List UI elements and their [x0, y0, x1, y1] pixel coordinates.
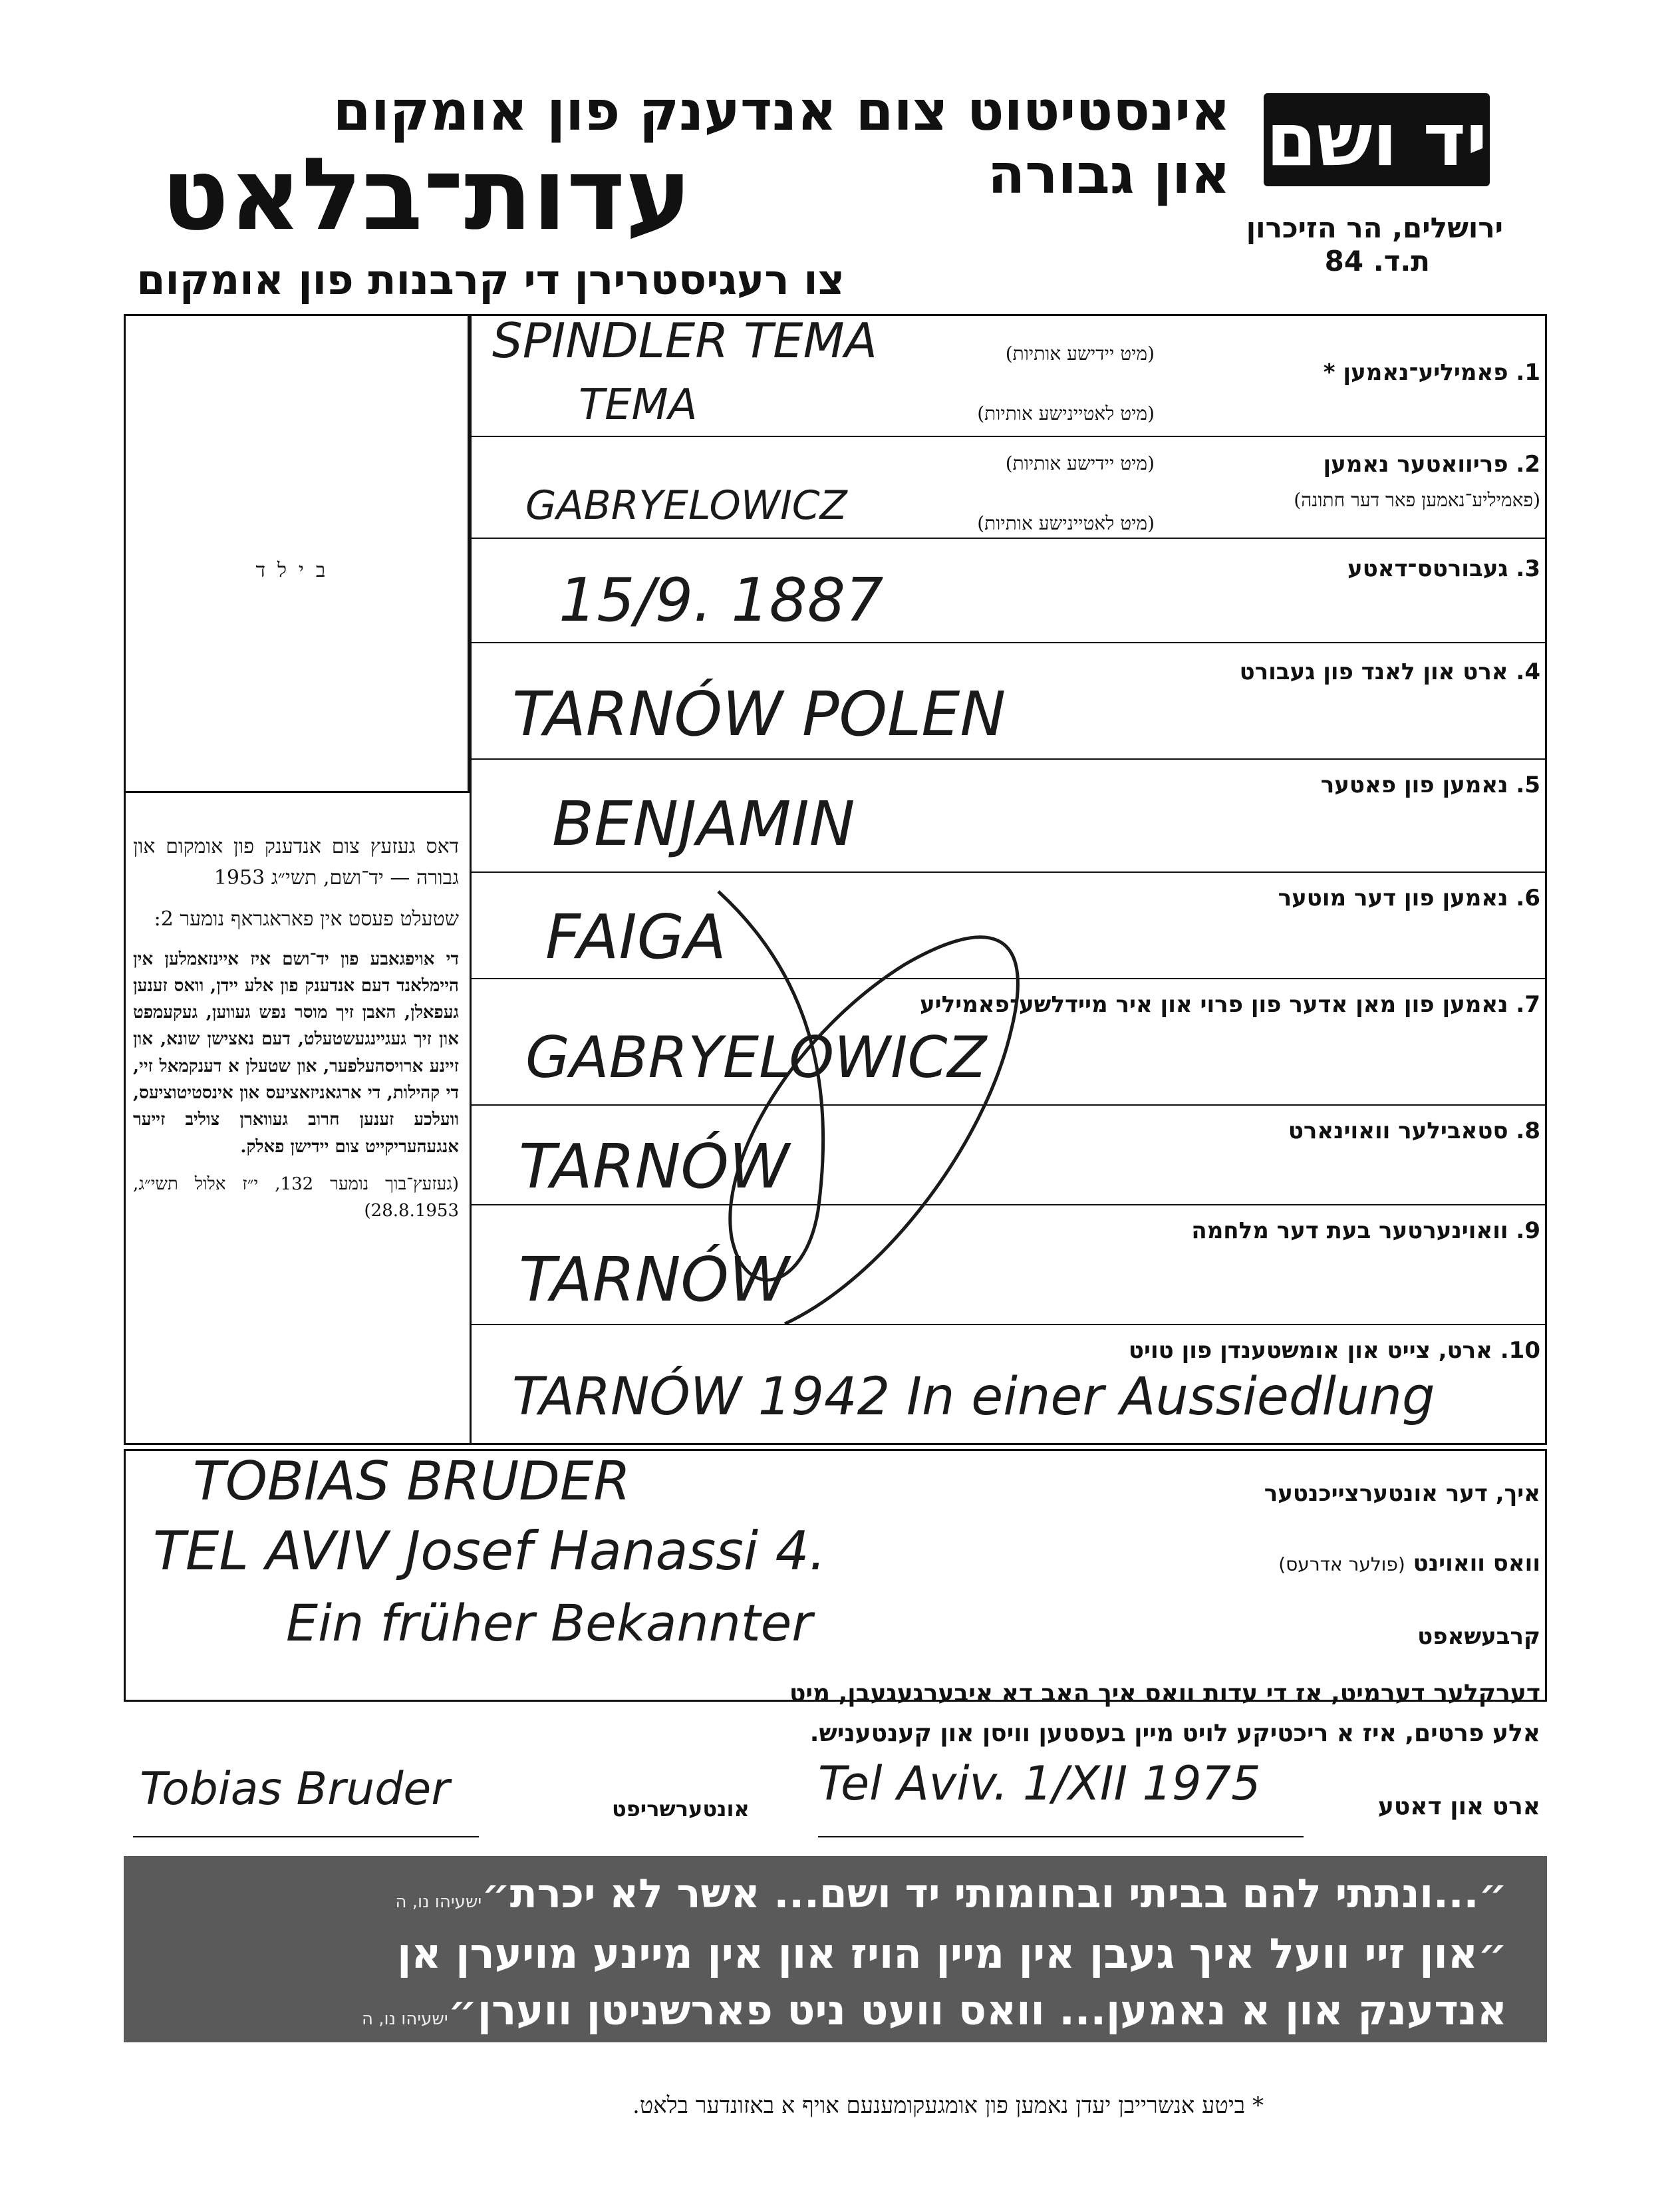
- field-1-note-yiddish: (מיט יידישע אותיות): [1005, 343, 1155, 365]
- field-1-label: 1. פאמיליע־נאמען *: [1323, 359, 1540, 386]
- address-label: וואס וואוינט (פולער אדרעס): [1278, 1550, 1540, 1577]
- address-line-1: ירושלים, הר הזיכרון: [1246, 212, 1503, 244]
- field-3-value[interactable]: 15/9. 1887: [559, 565, 884, 635]
- field-4-label: 4. ארט און לאנד פון געבורט: [1239, 659, 1540, 685]
- photo-label: בילד: [255, 559, 338, 582]
- field-5-label: 5. נאמען פון פאטער: [1320, 772, 1540, 798]
- banner-line-3: אנדענק און א נאמען... וואס וועט ניט פארשניטן ווערן״ישעיהו נו, ה: [362, 1986, 1507, 2034]
- field-6-label: 6. נאמען פון דער מוטער: [1278, 885, 1540, 911]
- relation-value[interactable]: Ein früher Bekannter: [286, 1593, 813, 1652]
- column-divider: [470, 314, 472, 1445]
- field-10-label: 10. ארט, צייט און אומשטענדן פון טויט: [1128, 1337, 1540, 1364]
- address-value[interactable]: TEL AVIV Josef Hanassi 4.: [153, 1520, 826, 1582]
- field-1-note-latin: (מיט לאטיינישע אותיות): [977, 402, 1155, 424]
- banner-line-2: ״און זיי וועל איך געבן אין מיין הויז און אין מיינע מויערן אן: [397, 1929, 1507, 1978]
- field-8-label: 8. סטאבילער וואוינארט: [1288, 1118, 1540, 1144]
- field-1-value-latin[interactable]: TEMA: [579, 381, 698, 430]
- address-line-2: ת.ד. 84: [1324, 245, 1430, 277]
- law-paragraph-ref: שטעלט פעסט אין פאראגראף נומער 2:: [154, 907, 459, 931]
- field-2-note-latin: (מיט לאטיינישע אותיות): [977, 512, 1155, 534]
- field-3-label: 3. געבורטס־דאטע: [1347, 555, 1540, 582]
- footnote: * ביטע אנשרייבן יעדן נאמען פון אומגעקומענעם אויף א באזונדער בלאט.: [632, 2092, 1264, 2119]
- row-divider: [470, 758, 1547, 760]
- undersigned-value[interactable]: TOBIAS BRUDER: [193, 1450, 631, 1512]
- institute-title: אינסטיטוט צום אנדענק פון אומקום און גבורה: [333, 80, 1230, 206]
- field-1-value[interactable]: SPINDLER TEMA: [492, 313, 878, 369]
- field-5-value[interactable]: BENJAMIN: [552, 788, 855, 860]
- law-text: [133, 832, 459, 1235]
- banner-line-1: ״...ונתתי להם בביתי ובחומותי יד ושם... אשר לא יכרת״ישעיהו נו, ה: [395, 1871, 1507, 1917]
- field-2-note-yiddish: (מיט יידישע אותיות): [1005, 452, 1155, 474]
- field-4-value[interactable]: TARNÓW POLEN: [512, 679, 1006, 750]
- declaration-line-2: אלע פרטים, איז א ריכטיקע לויט מיין בעסטען וויסן און קענטעניש.: [809, 1720, 1540, 1747]
- field-7-value[interactable]: GABRYELOWICZ: [525, 1024, 987, 1091]
- page-subtitle: צו רעגיסטרירן די קרבנות פון אומקום: [136, 255, 845, 304]
- date-label: ארט און דאטע: [1377, 1793, 1540, 1820]
- field-2-label: 2. פריוואטער נאמען: [1323, 451, 1540, 478]
- ink-scribble: [665, 865, 1097, 1331]
- quote-banner: [124, 1856, 1547, 2042]
- undersigned-label: איך, דער אונטערצייכנטער: [1264, 1480, 1540, 1507]
- field-6-value[interactable]: FAIGA: [545, 901, 726, 973]
- row-divider: [470, 538, 1547, 539]
- row-divider: [470, 642, 1547, 643]
- photo-box: [124, 314, 470, 793]
- field-8-value[interactable]: TARNÓW: [519, 1131, 789, 1202]
- field-9-value[interactable]: TARNÓW: [519, 1244, 789, 1315]
- law-citation: (געזעץ־בוך נומער 132, י״ז אלול תשי״ג, 28.8.1953): [133, 1174, 460, 1221]
- field-9-label: 9. וואוינערטער בעת דער מלחמה: [1191, 1217, 1540, 1244]
- relation-label: קרבעשאפט: [1417, 1623, 1540, 1650]
- law-body: די אויפגאבע פון יד־ושם איז איינזאמלען אין היימלאנד דעם אנדענק פון אלע יידן, וואס זענען געפאלן, האבן זיך מוסר נפש געווען, געקעמפט און זיך געגיינגעשטעלט, דעם נאצישן שונא, און זיינע ארויסהעלפער, און שטעלן א דענקמאל זיי, די קהילות, די ארגאניזאציעס און אינסטיטוציעס, וועלכע זענען חרוב געווארן צוליב זייער אנגעהעריקייט צום יידישן פאלק.: [133, 949, 459, 1157]
- signature-value[interactable]: Tobias Bruder: [140, 1763, 450, 1815]
- yad-vashem-logo: יד ושם: [1264, 93, 1490, 186]
- field-10-value[interactable]: TARNÓW 1942 In einer Aussiedlung: [512, 1367, 1435, 1427]
- signature-label: אונטערשריפט: [612, 1796, 750, 1821]
- date-value[interactable]: Tel Aviv. 1/XII 1975: [818, 1756, 1261, 1811]
- declaration-line-1: דערקלער דערמיט, אז די עדות וואס איך האב דא איבערגעגעבן, מיט: [789, 1680, 1540, 1707]
- field-2-note-maiden: (פאמיליע־נאמען פאר דער חתונה): [1294, 489, 1540, 511]
- field-7-label: 7. נאמען פון מאן אדער פון פרוי און איר מיידלשע־פאמיליע: [919, 991, 1540, 1018]
- field-2-value[interactable]: GABRYELOWICZ: [525, 482, 847, 529]
- row-divider: [470, 436, 1547, 437]
- page-title: עדות־בלאט: [161, 137, 692, 253]
- law-title: דאס געזעץ צום אנדענק פון אומקום און גבורה — יד־ושם, תשי״ג 1953: [133, 835, 459, 889]
